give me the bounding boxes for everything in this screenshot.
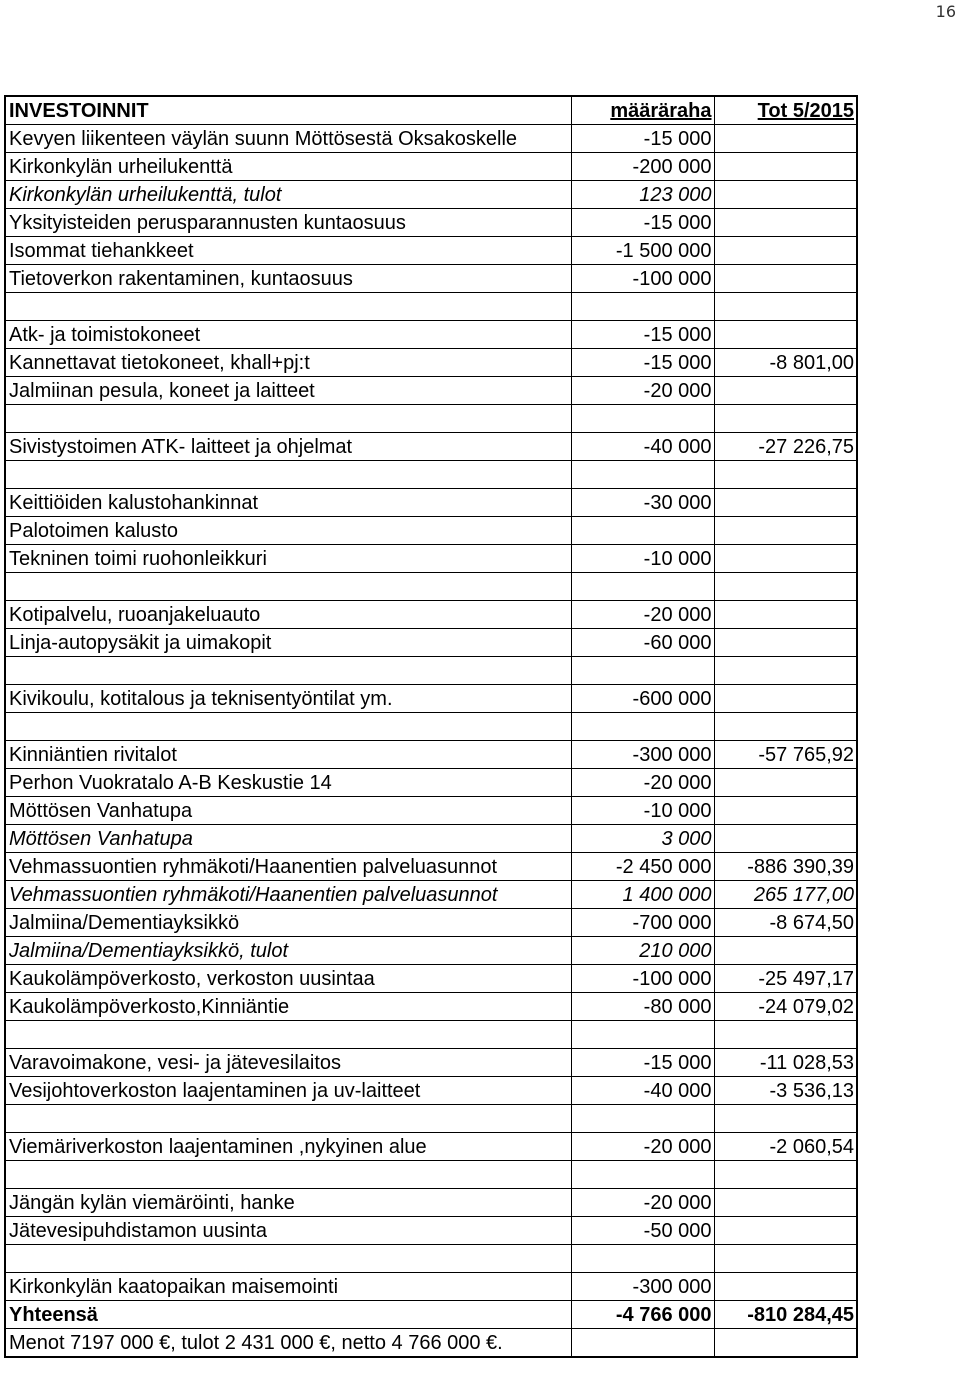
row-label	[5, 293, 571, 321]
row-label	[5, 573, 571, 601]
table-row	[5, 321, 857, 349]
row-total	[714, 489, 857, 517]
row-total: -2 060,54	[714, 1133, 857, 1161]
row-total	[714, 601, 857, 629]
row-label	[5, 1021, 571, 1049]
row-total: -810 284,45	[714, 1301, 857, 1329]
row-budget: -300 000	[571, 1273, 714, 1301]
table-row-empty	[5, 1105, 857, 1133]
row-budget: 210 000	[571, 937, 714, 965]
row-budget: -20 000	[571, 1133, 714, 1161]
table-footer-row	[5, 1329, 857, 1358]
row-budget	[571, 657, 714, 685]
table-row-empty	[5, 713, 857, 741]
table-row	[5, 1049, 857, 1077]
footer-note: Menot 7197 000 €, tulot 2 431 000 €, netto 4 766 000 €.	[5, 1329, 571, 1358]
row-total	[714, 377, 857, 405]
table-row	[5, 909, 857, 937]
table-row	[5, 1077, 857, 1105]
row-total: -25 497,17	[714, 965, 857, 993]
row-budget: 1 400 000	[571, 881, 714, 909]
row-label: Jängän kylän viemäröinti, hanke	[5, 1189, 571, 1217]
table-title: INVESTOINNIT	[5, 96, 571, 125]
row-total	[714, 629, 857, 657]
row-total	[714, 1189, 857, 1217]
table-row-empty	[5, 1161, 857, 1189]
row-label: Jalmiinan pesula, koneet ja laitteet	[5, 377, 571, 405]
table-row	[5, 769, 857, 797]
row-total	[714, 1105, 857, 1133]
row-budget	[571, 293, 714, 321]
row-total	[714, 713, 857, 741]
table-row-empty	[5, 461, 857, 489]
row-total	[714, 265, 857, 293]
row-budget: -30 000	[571, 489, 714, 517]
table-row	[5, 1133, 857, 1161]
row-label	[5, 405, 571, 433]
row-total: -27 226,75	[714, 433, 857, 461]
table-row	[5, 629, 857, 657]
table-row	[5, 265, 857, 293]
row-label: Viemäriverkoston laajentaminen ,nykyinen alue	[5, 1133, 571, 1161]
row-label: Jätevesipuhdistamon uusinta	[5, 1217, 571, 1245]
row-label: Palotoimen kalusto	[5, 517, 571, 545]
row-total	[714, 237, 857, 265]
row-total: -24 079,02	[714, 993, 857, 1021]
row-label: Perhon Vuokratalo A-B Keskustie 14	[5, 769, 571, 797]
row-total	[714, 125, 857, 153]
table-row	[5, 1189, 857, 1217]
table-row	[5, 881, 857, 909]
row-budget: -20 000	[571, 601, 714, 629]
row-budget: -20 000	[571, 377, 714, 405]
table-row	[5, 825, 857, 853]
row-budget	[571, 461, 714, 489]
row-label: Linja-autopysäkit ja uimakopit	[5, 629, 571, 657]
table-row	[5, 545, 857, 573]
table-row	[5, 377, 857, 405]
row-budget	[571, 573, 714, 601]
row-budget	[571, 713, 714, 741]
row-budget: -100 000	[571, 265, 714, 293]
row-budget: -15 000	[571, 209, 714, 237]
row-total: 265 177,00	[714, 881, 857, 909]
row-budget	[571, 1245, 714, 1273]
table-row	[5, 349, 857, 377]
row-budget	[571, 1021, 714, 1049]
row-label: Kivikoulu, kotitalous ja teknisentyöntilat ym.	[5, 685, 571, 713]
row-label: Jalmiina/Dementiayksikkö, tulot	[5, 937, 571, 965]
footer-empty-cell	[571, 1329, 714, 1358]
row-label	[5, 657, 571, 685]
row-budget: -100 000	[571, 965, 714, 993]
row-budget: -1 500 000	[571, 237, 714, 265]
row-total	[714, 181, 857, 209]
row-total	[714, 461, 857, 489]
row-label: Kaukolämpöverkosto, verkoston uusintaa	[5, 965, 571, 993]
table-row	[5, 1301, 857, 1329]
column-header-budget: määräraha	[571, 96, 714, 125]
column-header-total: Tot 5/2015	[714, 96, 857, 125]
table-row-empty	[5, 573, 857, 601]
row-label: Atk- ja toimistokoneet	[5, 321, 571, 349]
table-row	[5, 517, 857, 545]
table-row	[5, 741, 857, 769]
row-budget: -300 000	[571, 741, 714, 769]
row-total	[714, 545, 857, 573]
row-label: Tekninen toimi ruohonleikkuri	[5, 545, 571, 573]
row-total	[714, 1273, 857, 1301]
row-budget	[571, 405, 714, 433]
row-label: Kirkonkylän urheilukenttä, tulot	[5, 181, 571, 209]
row-budget: -15 000	[571, 321, 714, 349]
row-label	[5, 1245, 571, 1273]
row-budget: -15 000	[571, 1049, 714, 1077]
row-label: Möttösen Vanhatupa	[5, 825, 571, 853]
row-label: Kinniäntien rivitalot	[5, 741, 571, 769]
row-budget	[571, 1161, 714, 1189]
row-label: Kevyen liikenteen väylän suunn Möttösestä Oksakoskelle	[5, 125, 571, 153]
table-row	[5, 153, 857, 181]
row-total	[714, 321, 857, 349]
table-row-empty	[5, 293, 857, 321]
row-label: Varavoimakone, vesi- ja jätevesilaitos	[5, 1049, 571, 1077]
table-row-empty	[5, 405, 857, 433]
row-label: Keittiöiden kalustohankinnat	[5, 489, 571, 517]
table-row	[5, 965, 857, 993]
row-budget	[571, 1105, 714, 1133]
row-budget: -20 000	[571, 1189, 714, 1217]
row-total	[714, 1021, 857, 1049]
row-label	[5, 461, 571, 489]
row-label: Kirkonkylän urheilukenttä	[5, 153, 571, 181]
table-row	[5, 797, 857, 825]
row-label	[5, 1105, 571, 1133]
row-label	[5, 1161, 571, 1189]
row-total: -57 765,92	[714, 741, 857, 769]
row-label: Yhteensä	[5, 1301, 571, 1329]
table-row	[5, 937, 857, 965]
table-row-empty	[5, 1245, 857, 1273]
row-total: -3 536,13	[714, 1077, 857, 1105]
row-budget	[571, 517, 714, 545]
row-budget: -40 000	[571, 433, 714, 461]
row-total	[714, 825, 857, 853]
row-label: Vehmassuontien ryhmäkoti/Haanentien palveluasunnot	[5, 853, 571, 881]
row-budget: -15 000	[571, 349, 714, 377]
page-number: 16	[935, 2, 956, 21]
row-total	[714, 517, 857, 545]
row-label: Sivistystoimen ATK- laitteet ja ohjelmat	[5, 433, 571, 461]
row-budget: -10 000	[571, 545, 714, 573]
row-total	[714, 657, 857, 685]
row-total	[714, 797, 857, 825]
row-budget: -20 000	[571, 769, 714, 797]
row-budget: -4 766 000	[571, 1301, 714, 1329]
table-row-empty	[5, 657, 857, 685]
row-label: Kannettavat tietokoneet, khall+pj:t	[5, 349, 571, 377]
row-label: Tietoverkon rakentaminen, kuntaosuus	[5, 265, 571, 293]
table-row	[5, 853, 857, 881]
row-budget: -40 000	[571, 1077, 714, 1105]
row-budget: -15 000	[571, 125, 714, 153]
table-row	[5, 209, 857, 237]
row-budget: -80 000	[571, 993, 714, 1021]
table-body	[5, 96, 857, 1357]
row-total: -11 028,53	[714, 1049, 857, 1077]
table-row	[5, 489, 857, 517]
row-label: Jalmiina/Dementiayksikkö	[5, 909, 571, 937]
row-budget: -700 000	[571, 909, 714, 937]
row-budget: -2 450 000	[571, 853, 714, 881]
table-row	[5, 125, 857, 153]
row-label: Vesijohtoverkoston laajentaminen ja uv-laitteet	[5, 1077, 571, 1105]
table-row-empty	[5, 1021, 857, 1049]
row-label: Yksityisteiden perusparannusten kuntaosuus	[5, 209, 571, 237]
table-row	[5, 1217, 857, 1245]
row-budget: -200 000	[571, 153, 714, 181]
row-total	[714, 209, 857, 237]
row-total	[714, 1217, 857, 1245]
row-label: Kaukolämpöverkosto,Kinniäntie	[5, 993, 571, 1021]
row-total: -8 674,50	[714, 909, 857, 937]
table-header-row	[5, 96, 857, 125]
table-row	[5, 237, 857, 265]
row-total	[714, 685, 857, 713]
row-total	[714, 293, 857, 321]
table-row	[5, 601, 857, 629]
row-budget: -10 000	[571, 797, 714, 825]
row-budget: 3 000	[571, 825, 714, 853]
row-budget: 123 000	[571, 181, 714, 209]
row-label	[5, 713, 571, 741]
row-total	[714, 1161, 857, 1189]
row-total	[714, 937, 857, 965]
row-budget: -50 000	[571, 1217, 714, 1245]
table-row	[5, 181, 857, 209]
table-row	[5, 993, 857, 1021]
row-total: -886 390,39	[714, 853, 857, 881]
footer-empty-cell	[714, 1329, 857, 1358]
row-label: Möttösen Vanhatupa	[5, 797, 571, 825]
table-row	[5, 433, 857, 461]
row-total	[714, 153, 857, 181]
row-label: Kotipalvelu, ruoanjakeluauto	[5, 601, 571, 629]
row-total	[714, 769, 857, 797]
row-label: Isommat tiehankkeet	[5, 237, 571, 265]
row-budget: -60 000	[571, 629, 714, 657]
row-label: Kirkonkylän kaatopaikan maisemointi	[5, 1273, 571, 1301]
row-label: Vehmassuontien ryhmäkoti/Haanentien palveluasunnot	[5, 881, 571, 909]
row-total: -8 801,00	[714, 349, 857, 377]
row-total	[714, 573, 857, 601]
table-row	[5, 1273, 857, 1301]
row-budget: -600 000	[571, 685, 714, 713]
row-total	[714, 1245, 857, 1273]
table-row	[5, 685, 857, 713]
row-total	[714, 405, 857, 433]
investment-table	[4, 95, 858, 1358]
